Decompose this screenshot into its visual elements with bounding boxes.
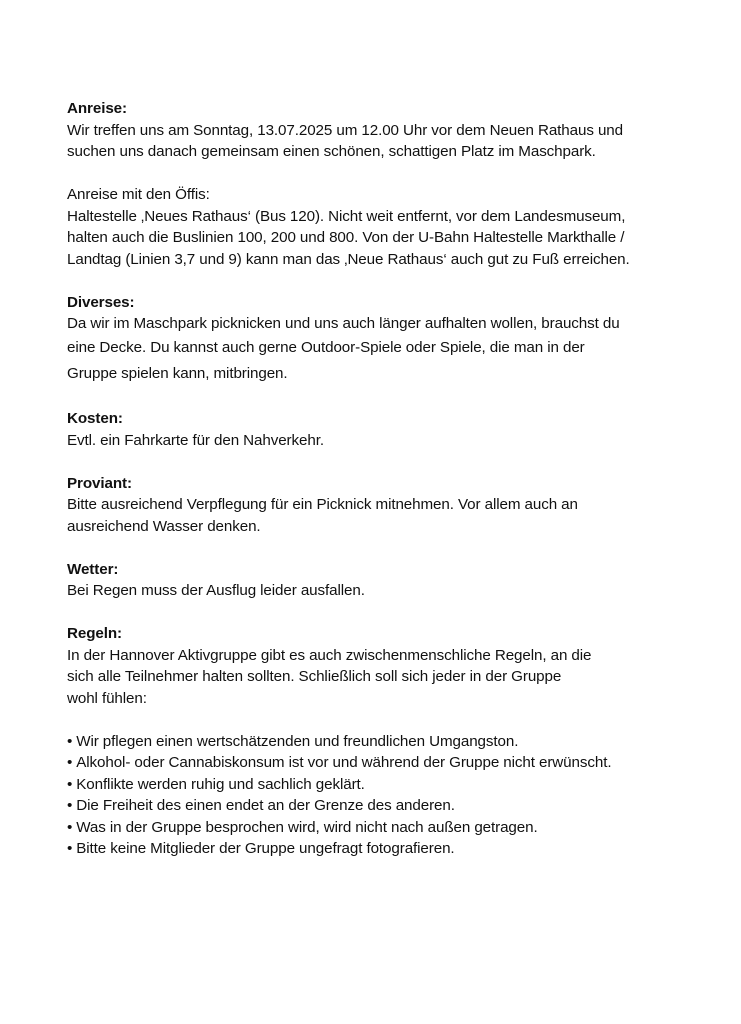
rules-list: [67, 731, 707, 860]
section-kosten: [67, 408, 707, 451]
proviant-line: Bitte ausreichend Verpflegung für ein Picknick mitnehmen. Vor allem auch an: [67, 496, 578, 513]
rule-text: Was in der Gruppe besprochen wird, wird nicht nach außen getragen.: [76, 818, 538, 836]
oeffis-line: halten auch die Buslinien 100, 200 und 800. Von der U-Bahn Haltestelle Markthalle /: [67, 229, 625, 246]
list-item: [67, 774, 707, 796]
bullet-icon: •: [67, 732, 73, 750]
bullet-icon: •: [67, 797, 73, 814]
heading-wetter: Wetter:: [67, 560, 119, 578]
anreise-line: suchen uns danach gemeinsam einen schönen, schattigen Platz im Maschpark.: [67, 143, 596, 160]
section-proviant: [67, 473, 707, 538]
section-anreise: [67, 98, 707, 163]
heading-regeln: Regeln:: [67, 625, 122, 642]
regeln-line: wohl fühlen:: [67, 689, 147, 707]
rule-text: Bitte keine Mitglieder der Gruppe ungefragt fotografieren.: [76, 840, 455, 857]
anreise-line: Wir treffen uns am Sonntag, 13.07.2025 um 12.00 Uhr vor dem Neuen Rathaus und: [67, 121, 623, 139]
kosten-line: Evtl. ein Fahrkarte für den Nahverkehr.: [67, 431, 324, 449]
list-item: [67, 817, 707, 839]
section-wetter: [67, 559, 707, 602]
section-diverses: [67, 292, 707, 387]
wetter-line: Bei Regen muss der Ausflug leider ausfallen.: [67, 582, 365, 599]
diverses-line: Da wir im Maschpark picknicken und uns auch länger aufhalten wollen, brauchst du: [67, 315, 620, 332]
regeln-line: sich alle Teilnehmer halten sollten. Schließlich soll sich jeder in der Gruppe: [67, 668, 562, 685]
proviant-line: ausreichend Wasser denken.: [67, 517, 261, 535]
oeffis-line: Haltestelle ‚Neues Rathaus‘ (Bus 120). Nicht weit entfernt, vor dem Landesmuseum,: [67, 207, 626, 225]
rule-text: Die Freiheit des einen endet an der Grenze des anderen.: [76, 797, 455, 814]
regeln-line: In der Hannover Aktivgruppe gibt es auch zwischenmenschliche Regeln, an die: [67, 646, 592, 664]
rule-text: Konflikte werden ruhig und sachlich geklärt.: [76, 775, 365, 793]
bullet-icon: •: [67, 754, 73, 771]
heading-proviant: Proviant:: [67, 474, 132, 492]
list-item: [67, 838, 707, 860]
rule-text: Wir pflegen einen wertschätzenden und freundlichen Umgangston.: [76, 732, 519, 750]
rule-text: Alkohol- oder Cannabiskonsum ist vor und während der Gruppe nicht erwünscht.: [76, 754, 612, 771]
oeffis-line: Landtag (Linien 3,7 und 9) kann man das ‚Neue Rathaus‘ auch gut zu Fuß erreichen.: [67, 250, 630, 268]
bullet-icon: •: [67, 775, 73, 793]
section-regeln: [67, 623, 707, 860]
document-page: [67, 98, 707, 881]
heading-kosten: Kosten:: [67, 410, 123, 427]
heading-anreise: Anreise:: [67, 100, 127, 117]
bullet-icon: •: [67, 840, 73, 857]
bullet-icon: •: [67, 818, 73, 836]
regeln-spacer: [67, 709, 707, 731]
diverses-line: Gruppe spielen kann, mitbringen.: [67, 364, 288, 382]
diverses-line: eine Decke. Du kannst auch gerne Outdoor-Spiele oder Spiele, die man in der: [67, 338, 585, 356]
section-oeffis: [67, 184, 707, 270]
list-item: [67, 752, 707, 774]
list-item: [67, 795, 707, 817]
heading-diverses: Diverses:: [67, 293, 135, 311]
heading-oeffis: Anreise mit den Öffis:: [67, 186, 210, 203]
list-item: [67, 731, 707, 753]
